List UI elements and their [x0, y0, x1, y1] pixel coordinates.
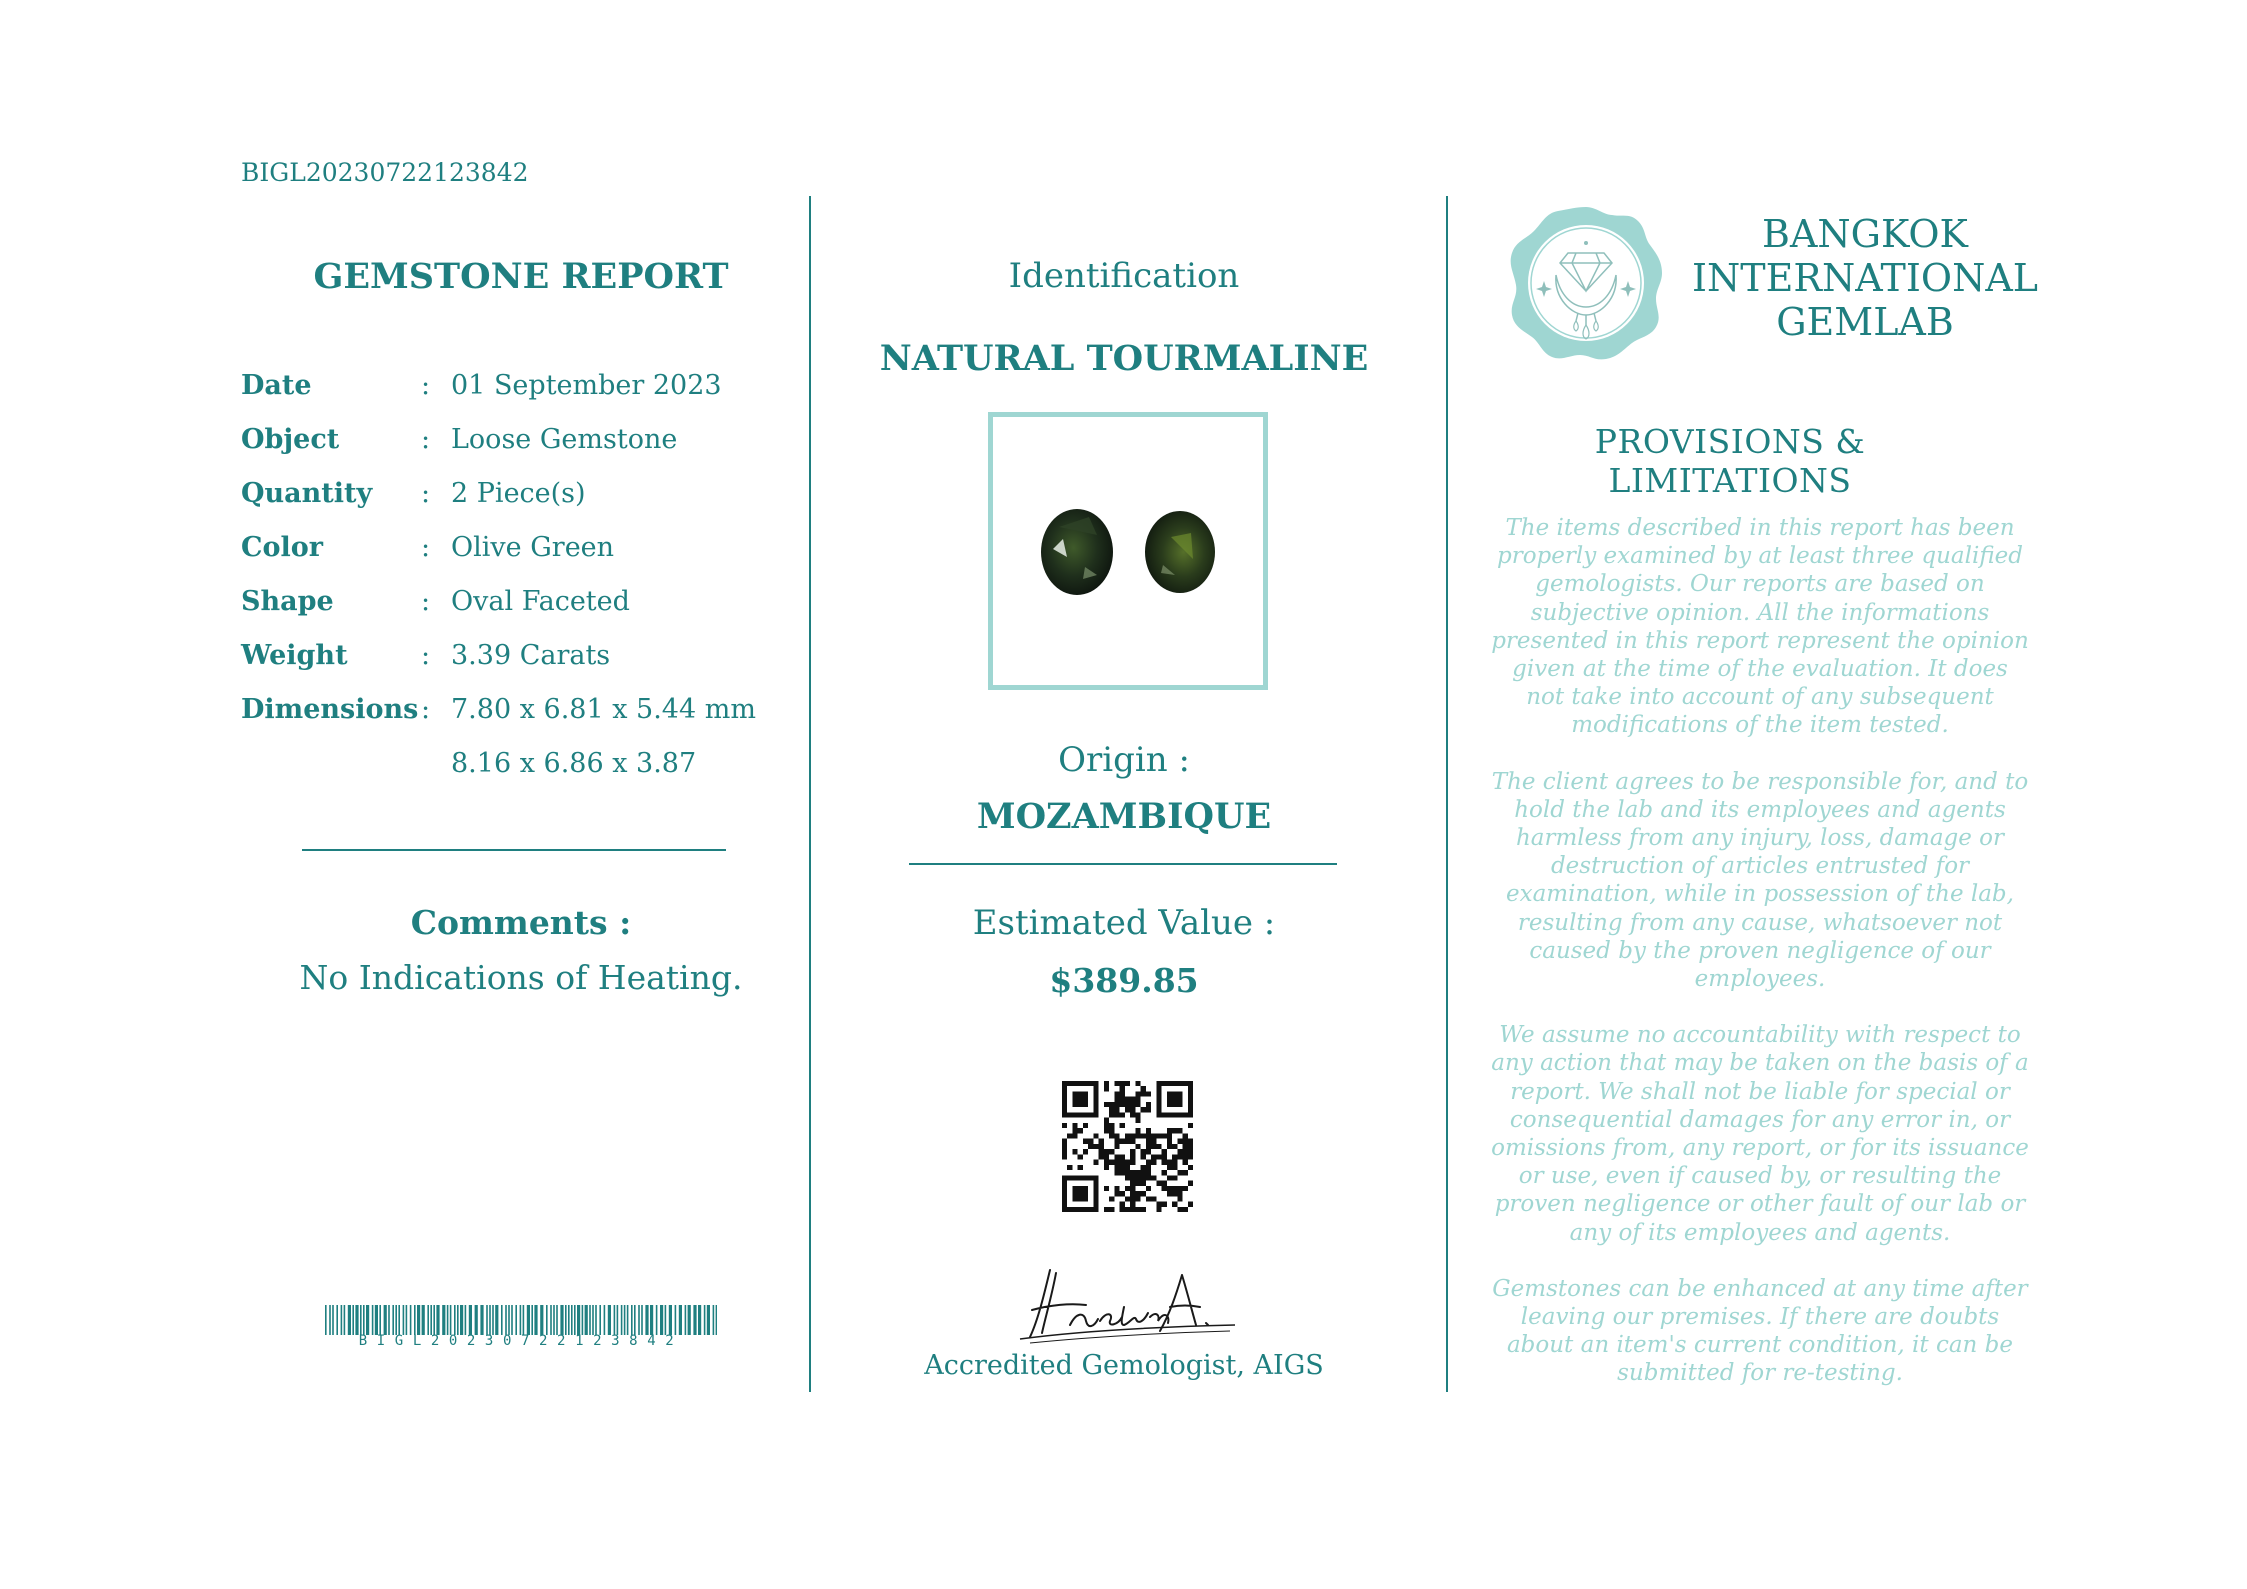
field-label: Weight: [241, 640, 348, 671]
field-value: Loose Gemstone: [451, 424, 678, 455]
field-date: [241, 370, 801, 424]
details-list: [241, 370, 801, 802]
provisions-paragraph: The items described in this report has been properly examined by at least three qualified gemologists. Our reports are based on subjective opinion. All the informations presented in this report represent the opinion given at the time of the evaluation. It does not take into account of any subsequent modifications of the item tested.: [1491, 515, 2029, 739]
field-value: Olive Green: [451, 532, 615, 563]
estimated-value: $389.85: [1049, 961, 1199, 1000]
provisions-title: PROVISIONS & LIMITATIONS: [1594, 422, 1866, 500]
field-value: 3.39 Carats: [451, 640, 611, 671]
field-weight: [241, 640, 801, 694]
field-colon: :: [421, 694, 431, 725]
lab-name-line: INTERNATIONAL: [1691, 256, 2038, 300]
field-value: 8.16 x 6.86 x 3.87: [451, 748, 697, 779]
gemstone-photo: [988, 412, 1268, 690]
gemstone-right: [1145, 511, 1215, 593]
divider-right: [1446, 196, 1448, 1392]
provisions-text: [1490, 514, 2030, 1416]
field-value: 2 Piece(s): [451, 478, 586, 509]
field-value: 7.80 x 6.81 x 5.44 mm: [451, 694, 756, 725]
field-dimensions: [241, 694, 801, 748]
field-label: Quantity: [241, 478, 373, 509]
field-label: Dimensions: [241, 694, 419, 725]
report-id: BIGL20230722123842: [241, 158, 529, 187]
accredited-gemologist: Accredited Gemologist, AIGS: [924, 1350, 1324, 1381]
comments-title: Comments :: [410, 903, 632, 942]
field-dimensions-second: [241, 748, 801, 802]
gem-name: NATURAL TOURMALINE: [879, 338, 1369, 379]
gemstone-pair-image: [993, 417, 1263, 685]
origin-value: MOZAMBIQUE: [976, 796, 1272, 837]
field-colon: :: [421, 424, 431, 455]
field-label: Shape: [241, 586, 334, 617]
estimated-value-label: Estimated Value :: [972, 903, 1276, 943]
lab-name-line: BANGKOK: [1762, 212, 1968, 256]
field-shape: [241, 586, 801, 640]
field-quantity: [241, 478, 801, 532]
field-value: 01 September 2023: [451, 370, 722, 401]
field-colon: :: [421, 478, 431, 509]
barcode-text: BIGL20230722123842: [358, 1333, 684, 1349]
qr-code: [1062, 1081, 1193, 1212]
middle-separator: [909, 863, 1337, 865]
report-title: GEMSTONE REPORT: [313, 256, 729, 297]
field-color: [241, 532, 801, 586]
lab-name: [1690, 212, 2040, 344]
field-colon: :: [421, 370, 431, 401]
field-label: Date: [241, 370, 312, 401]
provisions-paragraph: Gemstones can be enhanced at any time after leaving our premises. If there are doubts about an item's current condition, it can be submitted for re-testing.: [1492, 1275, 2028, 1387]
left-separator: [302, 849, 726, 851]
field-colon: :: [421, 586, 431, 617]
comments-text: No Indications of Heating.: [299, 958, 743, 997]
barcode: [325, 1305, 717, 1335]
signature: [1010, 1255, 1240, 1345]
lab-seal-icon: [1506, 203, 1666, 363]
field-label: Object: [241, 424, 340, 455]
field-label: Color: [241, 532, 323, 563]
identification-label: Identification: [1008, 256, 1240, 296]
lab-name-line: GEMLAB: [1776, 300, 1954, 344]
provisions-paragraph: The client agrees to be responsible for, and to hold the lab and its employees and agents harmless from any injury, loss, damage or destruction of articles entrusted for examination, while in possession of the lab, resulting from any cause, whatsoever not caused by the proven negligence of our employees.: [1491, 768, 2029, 993]
field-value: Oval Faceted: [451, 586, 630, 617]
field-object: [241, 424, 801, 478]
origin-label: Origin :: [1058, 740, 1190, 780]
field-colon: :: [421, 640, 431, 671]
field-colon: :: [421, 532, 431, 563]
provisions-paragraph: We assume no accountability with respect to any action that may be taken on the basis of a report. We shall not be liable for special or consequential damages for any error in, or omissions from, any report, or for its issuance or use, even if caused by, or resulting the proven negligence or other fault of our lab or any of its employees and agents.: [1491, 1022, 2029, 1246]
